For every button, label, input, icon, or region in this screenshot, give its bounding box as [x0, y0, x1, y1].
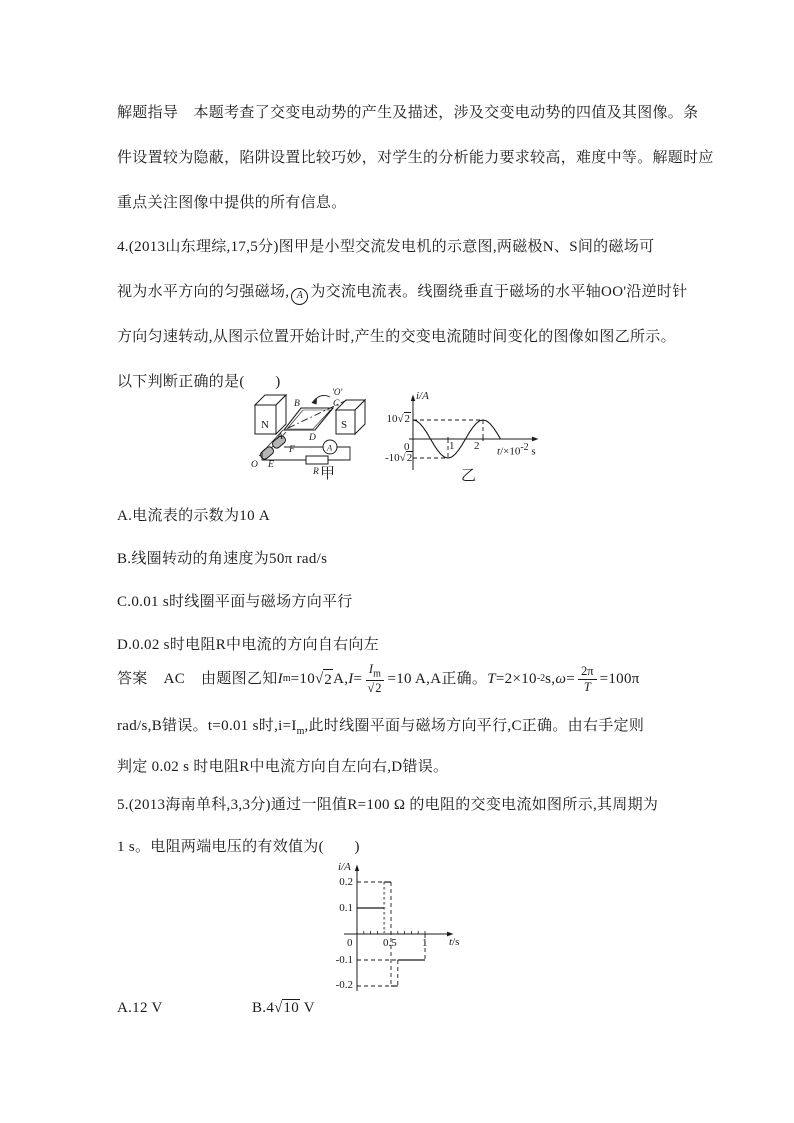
guidance-line-3: 重点关注图像中提供的所有信息。 [117, 195, 347, 211]
label-a: A [277, 432, 283, 442]
question4-line2-pre: 视为水平方向的匀强磁场, [117, 284, 290, 300]
yi-ymin-label: -10√2 [385, 452, 413, 464]
axes [344, 865, 454, 992]
question4-line-1: 4.(2013山东理综,17,5分)图甲是小型交流发电机的示意图,两磁极N、S间的磁场可 [117, 239, 655, 255]
q5-y-01: 0.1 [339, 902, 353, 914]
q5-ylabel: i/A [338, 861, 351, 873]
yi-origin-label: 0 [404, 441, 410, 453]
figure-generator [248, 386, 378, 482]
question4-line2-post: 为交流电流表。线圈绕垂直于磁场的水平轴OO'沿逆时针 [310, 284, 688, 300]
answer4-line-1: 答案 AC 由题图乙知 I m =10 √ 2 A, I = $\frac{I_m}{√2}$ =10 A,A正确。 T =2×10 -2 s, ω = $\frac{2\pi}{T}$ =100π [117, 661, 640, 696]
label-c: C [333, 399, 340, 409]
q5-y-m02: -0.2 [335, 979, 353, 991]
answer-verdict: AC [163, 671, 186, 687]
yi-ylabel: i/A [416, 390, 429, 402]
question4-line-4: 以下判断正确的是( ) [117, 374, 281, 390]
q4-option-c: C.0.01 s时线圈平面与磁场方向平行 [117, 594, 353, 610]
ammeter-letter: A [327, 442, 333, 453]
q5-option-b: B.4√10 V [252, 1000, 315, 1016]
q5-x-1: 1 [422, 937, 428, 949]
question5-line-2: 1 s。电阻两端电压的有效值为( ) [117, 839, 360, 855]
label-f: F [289, 445, 295, 455]
question4-line-3: 方向匀速转动,从图示位置开始计时,产生的交变电流随时间变化的图像如图乙所示。 [117, 329, 676, 345]
q5-y-m01: -0.1 [335, 954, 353, 966]
label-b: B [294, 399, 300, 409]
q5-option-a: A.12 V [117, 1000, 163, 1016]
label-e: E [268, 460, 274, 470]
yi-ymax-label: 10√2 [386, 413, 410, 425]
n-pole [255, 395, 286, 434]
answer-label: 答案 [117, 671, 148, 687]
fraction-2pi-t: $\frac{2\pi}{T}$ [578, 664, 597, 695]
label-r: R [313, 467, 319, 477]
label-o-prime: 'O' [332, 387, 343, 397]
q4-option-d: D.0.02 s时电阻R中电流的方向自右向左 [117, 637, 380, 653]
axes [409, 395, 539, 471]
guidance-line-2: 件设置较为隐蔽，陷阱设置比较巧妙，对学生的分析能力要求较高，难度中等。解题时应 [117, 150, 714, 166]
yi-tick-2: 2 [474, 440, 480, 452]
q5-x-05: 0.5 [383, 937, 397, 949]
guidance-line-1: 解题指导 本题考查了交变电动势的产生及描述，涉及交变电动势的四值及其图像。条 [117, 105, 699, 121]
q5-x-0: 0 [347, 937, 353, 949]
figure-jia-caption: 甲 [320, 466, 336, 482]
label-n: N [261, 419, 269, 431]
q5-xlabel: t/s [449, 936, 460, 948]
question4-line-2 [117, 282, 688, 305]
answer4-line-3: 判定 0.02 s 时电阻R中电流方向自左向右,D错误。 [117, 759, 449, 775]
question5-line-1: 5.(2013海南单科,3,3分)通过一阻值R=100 Ω 的电阻的交变电流如图所示,其周期为 [117, 797, 659, 813]
figure-q5-graph [330, 860, 490, 998]
ammeter-circle-icon: A [291, 288, 308, 305]
figure-yi-caption: 乙 [461, 468, 477, 484]
q4-option-a: A.电流表的示数为10 A [117, 508, 271, 524]
yi-tick-1: 1 [449, 440, 455, 452]
label-o: O [251, 460, 258, 470]
label-d: D [309, 433, 316, 443]
label-s: S [341, 419, 348, 431]
answer4-line-2: rad/s,B错误。t=0.01 s时$,i=I_m$,此时线圈平面与磁场方向平行,C正确。由右手定则 [117, 718, 645, 737]
q5-y-02: 0.2 [339, 876, 353, 888]
q4-option-b: B.线圈转动的角速度为50π rad/s [117, 551, 328, 567]
yi-xlabel: $t/\times 10^{-2}$ s [497, 442, 536, 458]
fraction-im-sqrt2: $\frac{I_m}{√2}$ [365, 662, 384, 697]
